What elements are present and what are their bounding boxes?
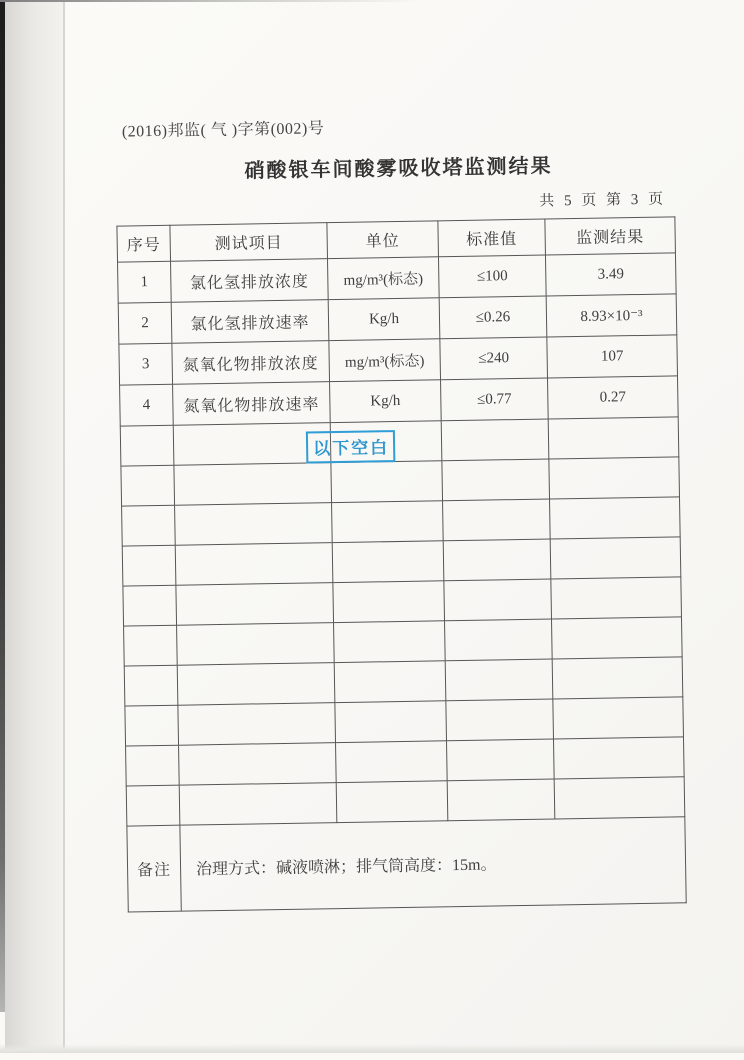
empty-cell [443, 499, 551, 541]
remark-row [127, 817, 686, 912]
cell-result: 8.93×10⁻³ [546, 294, 677, 337]
empty-cell [445, 619, 553, 661]
empty-cell [549, 457, 680, 499]
empty-cell [179, 783, 337, 826]
empty-cell [177, 663, 335, 706]
empty-cell [553, 697, 684, 739]
cell-item: 氮氧化物排放浓度 [172, 341, 330, 385]
cell-result: 107 [547, 335, 678, 378]
cell-unit: mg/m³(标态) [329, 339, 441, 382]
cell-result: 0.27 [548, 376, 679, 419]
empty-cell [444, 579, 552, 621]
cell-item: 氯化氢排放速率 [171, 300, 329, 344]
empty-cell [126, 785, 180, 826]
cell-item: 氯化氢排放浓度 [171, 259, 329, 303]
empty-cell [334, 661, 446, 703]
empty-cell [122, 505, 176, 546]
empty-cell [125, 705, 179, 746]
empty-cell [552, 657, 683, 699]
empty-cell [551, 617, 682, 659]
header-result: 监测结果 [545, 217, 676, 255]
empty-cell [122, 545, 176, 586]
empty-cell [447, 739, 555, 781]
cell-unit: Kg/h [330, 380, 442, 423]
empty-cell [550, 537, 681, 579]
cell-item: 氮氧化物排放速率 [173, 382, 331, 426]
cell-standard: ≤0.77 [441, 378, 549, 421]
cell-no: 4 [120, 384, 174, 426]
empty-cell [333, 581, 445, 623]
cell-unit: Kg/h [328, 298, 440, 341]
empty-cell [334, 621, 446, 663]
empty-cell [175, 503, 333, 546]
page-title: 硝酸银车间酸雾吸收塔监测结果 [244, 155, 553, 183]
empty-cell [445, 659, 553, 701]
empty-cell [177, 623, 335, 666]
empty-cell [123, 585, 177, 626]
empty-cell [121, 465, 175, 506]
empty-cell [179, 743, 337, 786]
header-no: 序号 [117, 225, 171, 262]
cell-standard: ≤100 [438, 255, 546, 298]
cell-no: 1 [118, 261, 172, 303]
empty-cell [550, 497, 681, 539]
empty-cell [446, 699, 554, 741]
empty-cell [442, 459, 550, 501]
empty-cell [124, 665, 178, 706]
empty-cell [124, 625, 178, 666]
document-number: (2016)邦监( 气 )字第(002)号 [121, 120, 325, 141]
cell-result: 3.49 [545, 253, 676, 296]
cell-unit: mg/m³(标态) [327, 257, 439, 300]
remark-label: 备注 [127, 825, 181, 912]
empty-cell [447, 779, 555, 821]
cell-no: 2 [118, 302, 172, 344]
header-item: 测试项目 [170, 223, 328, 262]
empty-cell [331, 461, 443, 503]
empty-cell [551, 577, 682, 619]
cell-standard: ≤0.26 [439, 296, 547, 339]
empty-cell [178, 703, 336, 746]
empty-cell [332, 541, 444, 583]
empty-cell [336, 741, 448, 783]
empty-cell [554, 777, 685, 819]
empty-cell [441, 419, 549, 461]
empty-cell [176, 583, 334, 626]
page-indicator: 共 5 页 第 3 页 [539, 191, 667, 210]
empty-cell [443, 539, 551, 581]
remark-text: 治理方式：碱液喷淋；排气筒高度：15m。 [180, 817, 686, 911]
empty-cell [126, 745, 180, 786]
empty-cell [548, 417, 679, 459]
header-unit: 单位 [327, 221, 439, 259]
empty-cell [175, 543, 333, 586]
empty-cell [336, 781, 448, 823]
empty-cell [120, 425, 174, 466]
empty-cell [553, 737, 684, 779]
cell-no: 3 [119, 343, 173, 385]
cell-standard: ≤240 [440, 337, 548, 380]
empty-cell [332, 501, 444, 543]
monitoring-table [116, 216, 685, 912]
empty-cell [335, 701, 447, 743]
header-standard: 标准值 [438, 219, 546, 257]
empty-cell [174, 463, 332, 506]
blank-below-stamp: 以下空白 [306, 430, 396, 463]
